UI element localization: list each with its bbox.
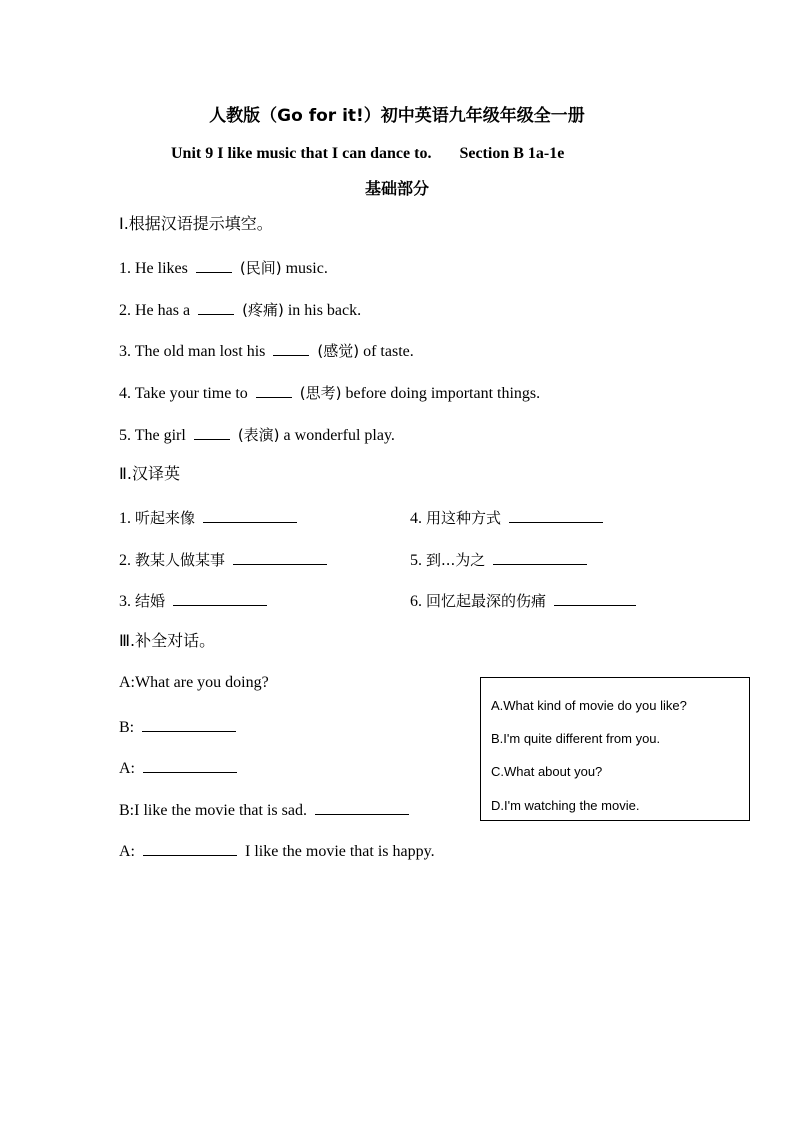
dialog-text: B: <box>119 719 135 736</box>
item-text: 教某人做某事 <box>135 551 226 569</box>
answer-blank[interactable] <box>509 508 603 523</box>
item-number: 4. <box>119 385 131 402</box>
answer-blank[interactable] <box>493 550 587 565</box>
item-number: 2. <box>119 552 131 569</box>
hint-text: (民间) <box>239 259 282 277</box>
hint-text: (思考) <box>299 384 342 402</box>
unit-name: Unit 9 I like music that I can dance to. <box>171 145 432 162</box>
answer-blank[interactable] <box>143 841 237 856</box>
dialog-line-5 <box>119 841 435 860</box>
doc-title: 人教版（Go for it!）初中英语九年级年级全一册 <box>209 106 585 126</box>
item-number: 5. <box>410 552 422 569</box>
answer-blank[interactable] <box>554 591 636 606</box>
item-number: 6. <box>410 593 422 610</box>
options-box <box>480 677 750 821</box>
dialog-text: B:I like the movie that is sad. <box>119 802 307 819</box>
unit-title <box>171 146 564 162</box>
item-text: He has a <box>135 302 191 319</box>
translate-item-1 <box>119 508 297 527</box>
item-text: The old man lost his <box>134 343 266 360</box>
item-text: 听起来像 <box>135 509 196 527</box>
part3-heading: Ⅲ.补全对话。 <box>119 631 216 650</box>
answer-blank[interactable] <box>233 550 327 565</box>
answer-blank[interactable] <box>256 383 292 398</box>
answer-blank[interactable] <box>173 591 267 606</box>
item-number: 4. <box>410 510 422 527</box>
item-text: 回忆起最深的伤痛 <box>426 592 547 610</box>
part-heading: 基础部分 <box>364 179 429 198</box>
dialog-line-1 <box>119 675 269 691</box>
part2-heading: Ⅱ.汉译英 <box>119 464 180 483</box>
translate-item-6 <box>410 591 636 610</box>
answer-blank[interactable] <box>194 425 230 440</box>
option-a: A.What kind of movie do you like? <box>491 698 687 713</box>
hint-text: (表演) <box>237 426 280 444</box>
item-text: The girl <box>134 427 186 444</box>
item-number: 5. <box>119 427 131 444</box>
dialog-line-2 <box>119 717 236 736</box>
dialog-text: A:What are you doing? <box>119 674 269 691</box>
item-number: 1. <box>119 510 131 527</box>
dialog-text: A: <box>119 760 135 777</box>
answer-blank[interactable] <box>196 258 232 273</box>
item-text: 结婚 <box>135 592 166 610</box>
item-text: Take your time to <box>134 385 248 402</box>
part1-heading: Ⅰ.根据汉语提示填空。 <box>119 214 273 233</box>
dialog-text: I like the movie that is happy. <box>245 843 435 860</box>
answer-blank[interactable] <box>142 717 236 732</box>
answer-blank[interactable] <box>203 508 297 523</box>
item-text: 用这种方式 <box>426 509 502 527</box>
answer-blank[interactable] <box>143 758 237 773</box>
dialog-line-4 <box>119 800 409 819</box>
item-number: 3. <box>119 343 131 360</box>
translate-item-2 <box>119 550 327 569</box>
fill-item-2 <box>119 300 361 319</box>
option-b: B.I'm quite different from you. <box>491 731 661 746</box>
item-text: a wonderful play. <box>283 427 395 444</box>
dialog-text: A: <box>119 843 135 860</box>
section-name: Section B 1a-1e <box>459 145 565 162</box>
fill-item-5 <box>119 425 395 444</box>
translate-item-5 <box>410 550 587 569</box>
dialog-line-3 <box>119 758 237 777</box>
item-number: 3. <box>119 593 131 610</box>
item-text: 到...为之 <box>426 551 486 569</box>
item-text: music. <box>285 260 328 277</box>
item-number: 1. <box>119 260 131 277</box>
item-text: He likes <box>135 260 188 277</box>
fill-item-3 <box>119 341 414 360</box>
answer-blank[interactable] <box>198 300 234 315</box>
answer-blank[interactable] <box>273 341 309 356</box>
fill-item-4 <box>119 383 540 402</box>
translate-item-3 <box>119 591 267 610</box>
item-text: in his back. <box>287 302 362 319</box>
hint-text: (疼痛) <box>242 301 284 319</box>
answer-blank[interactable] <box>315 800 409 815</box>
translate-item-4 <box>410 508 603 527</box>
option-d: D.I'm watching the movie. <box>491 798 640 813</box>
fill-item-1 <box>119 258 328 277</box>
hint-text: (感觉) <box>317 342 360 360</box>
item-text: before doing important things. <box>345 385 541 402</box>
item-text: of taste. <box>363 343 414 360</box>
option-c: C.What about you? <box>491 764 603 779</box>
item-number: 2. <box>119 302 131 319</box>
